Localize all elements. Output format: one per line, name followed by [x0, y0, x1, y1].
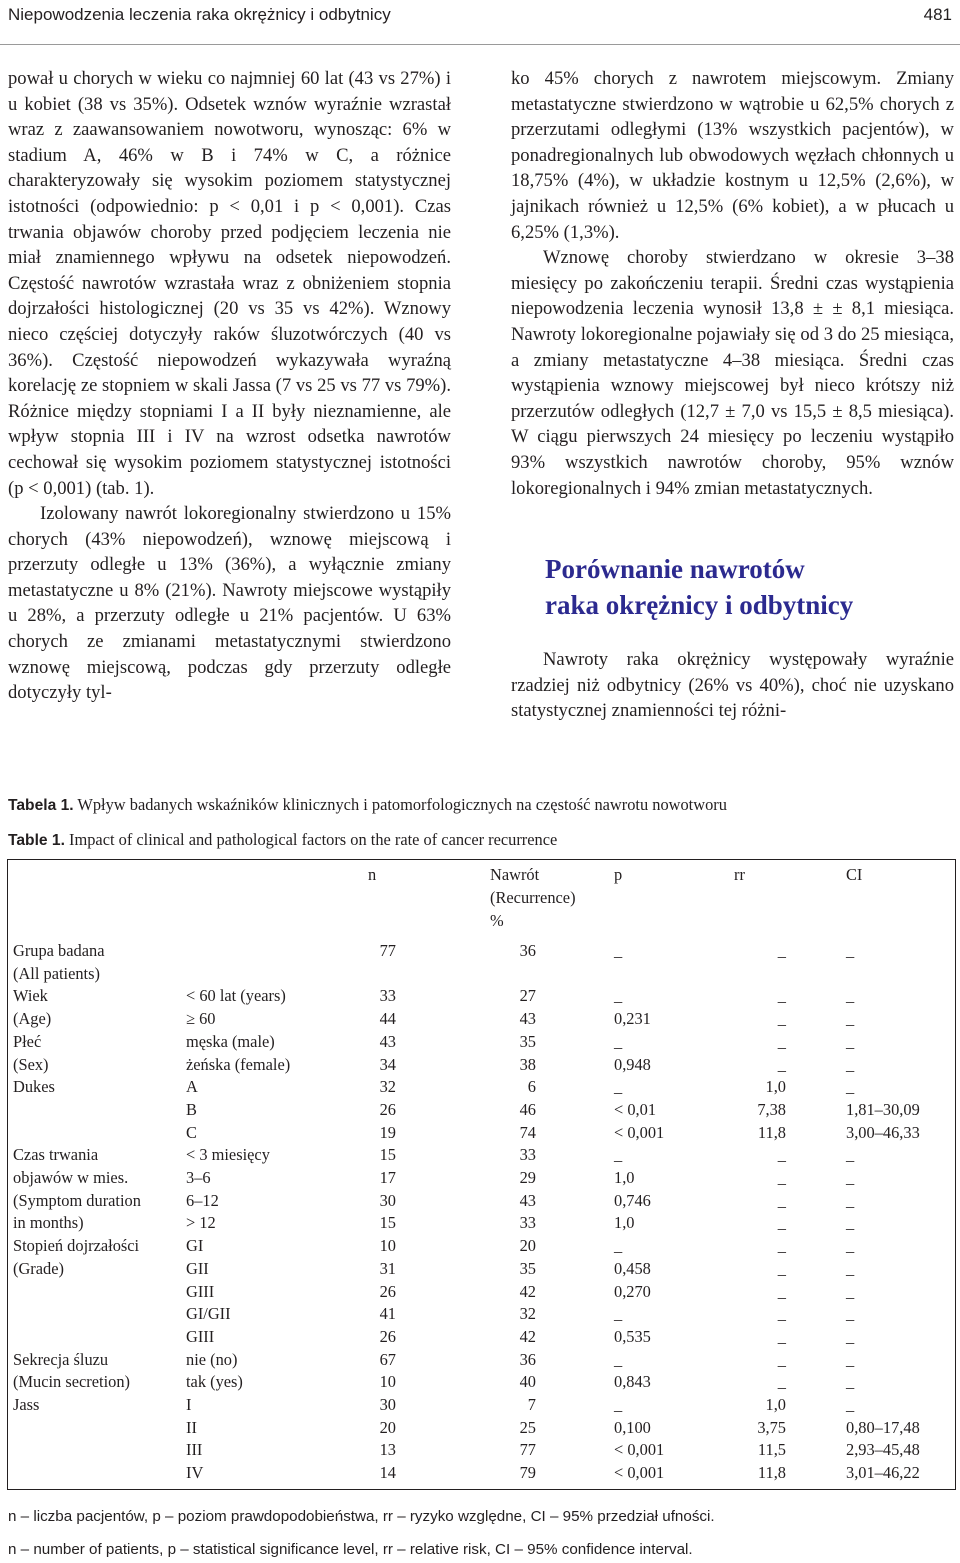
table-cell-p: _	[614, 1145, 623, 1165]
table-cell-subgroup: < 60 lat (years)	[186, 986, 286, 1006]
footnote-en: n – number of patients, p – statistical significance level, rr – relative risk, CI – 95% confidence interval.	[8, 1541, 693, 1558]
table-caption-pl-label: Tabela 1.	[8, 797, 74, 814]
table-cell-recurrence: 35	[519, 1258, 536, 1278]
table-cell-n: 30	[379, 1395, 396, 1414]
table-cell-rr: _	[777, 1304, 786, 1324]
table-cell-factor: Dukes	[13, 1077, 55, 1097]
table-cell-n: 26	[379, 1099, 396, 1119]
table-cell-factor: Jass	[13, 1395, 40, 1414]
table-cell-n: 34	[379, 1054, 396, 1074]
table-cell-rr: 11,8	[757, 1463, 786, 1483]
table-cell-n: 20	[379, 1417, 396, 1437]
table-cell-ci: _	[846, 1349, 855, 1369]
table-cell-rr: 3,75	[757, 1417, 786, 1437]
table-cell-subgroup: GIII	[186, 1281, 215, 1301]
table-cell-n: 30	[379, 1190, 396, 1210]
table-cell-factor: Wiek	[13, 986, 48, 1006]
table-cell-factor: Sekrecja śluzu	[13, 1349, 109, 1369]
header-recurrence-line-1: Nawrót	[490, 865, 540, 884]
table-cell-p: _	[614, 986, 623, 1006]
table-caption-pl	[8, 795, 727, 815]
table-cell-p: 0,231	[614, 1009, 651, 1029]
table-cell-recurrence: 33	[519, 1145, 536, 1165]
table-cell-factor: (Sex)	[13, 1054, 49, 1074]
table-cell-recurrence: 77	[519, 1440, 536, 1460]
table-cell-recurrence: 27	[519, 986, 536, 1006]
table-cell-subgroup: IV	[186, 1463, 204, 1483]
table-cell-subgroup: nie (no)	[186, 1349, 238, 1369]
footnote-pl: n – liczba pacjentów, p – poziom prawdopodobieństwa, rr – ryzyko względne, CI – 95% przedział ufności.	[8, 1508, 715, 1525]
table-cell-ci: _	[846, 1281, 855, 1301]
table-caption-en-text: Impact of clinical and pathological factors on the rate of cancer recurrence	[64, 830, 558, 849]
table-cell-rr: _	[777, 986, 786, 1006]
table-cell-rr: _	[777, 1236, 786, 1256]
table-cell-p: _	[614, 1395, 623, 1414]
table-cell-ci: _	[846, 1304, 855, 1324]
header-recurrence-line-2: (Recurrence)	[490, 888, 576, 907]
table-cell-p: 1,0	[614, 1213, 635, 1233]
table-cell-recurrence: 20	[519, 1236, 536, 1256]
table-cell-ci: _	[846, 1236, 855, 1256]
table-cell-rr: _	[777, 1031, 786, 1051]
table-cell-recurrence: 43	[519, 1009, 536, 1029]
table-cell-rr: 1,0	[765, 1395, 786, 1414]
table-cell-factor: Czas trwania	[13, 1145, 99, 1165]
table-cell-ci: _	[846, 1009, 855, 1029]
table-cell-subgroup: ≥ 60	[186, 1009, 216, 1029]
table-cell-subgroup: A	[186, 1077, 198, 1097]
table-cell-rr: _	[777, 941, 786, 960]
left-paragraph-2: Izolowany nawrót lokoregionalny stwierdzono u 15% chorych (43% niepowodzeń), wznowę miejscową i przerzuty odległe u 13% (36%), a wyłącznie zmiany metastatyczne u 8% (21%). Nawroty miejscowe wystąpiły u 28%, a przerzuty odległe u 21% pacjentów. U 63% chorych ze zmianami metastatycznymi stwierdzono wznowę miejscową, podczas gdy przerzuty odległe dotyczyły tyl-	[8, 503, 451, 704]
table-cell-p: < 0,01	[614, 1099, 657, 1119]
section-heading-line-1: Porównanie nawrotów	[545, 554, 805, 585]
table-cell-subgroup: GI	[186, 1236, 204, 1256]
table-cell-n: 41	[379, 1304, 396, 1324]
table-cell-subgroup: GI/GII	[186, 1304, 231, 1324]
table-cell-recurrence: 46	[519, 1099, 536, 1119]
table-cell-ci: _	[846, 1054, 855, 1074]
section-heading	[545, 551, 954, 623]
table-cell-rr: _	[777, 1349, 786, 1369]
table-cell-subgroup: II	[186, 1417, 197, 1437]
left-paragraph-1: pował u chorych w wieku co najmniej 60 lat (43 vs 27%) i u kobiet (38 vs 35%). Odsetek wznów wyraźnie wzrastał wraz z zaawansowaniem nowotworu, wynosząc: 6% w stadium A, 46% w B i 74% w C, a różnice charakteryzowały się wysokim poziomem statystycznej istotności (odpowiednio: p < 0,01 i p < 0,001). Czas trwania objawów choroby przed podjęciem leczenia nie miał znamiennego wpływu na odsetek niepowodzeń. Częstość nawrotów wzrastała wraz z obniżeniem stopnia dojrzałości histologicznej (20 vs 35 vs 42%). Wznowy nieco częściej dotyczyły raków śluzotwórczych (40 vs 36%). Częstość niepowodzeń wykazywała wyraźną korelację ze stopniem w skali Jassa (7 vs 25 vs 77 vs 79%). Różnice między stopniami I a II były nieznamienne, ale wpływ stopnia III i IV na wzrost odsetka nawrotów cechował się wysokim poziomem statystycznej istotności (p < 0,001) (tab. 1).	[8, 68, 451, 499]
table-cell-rr: _	[777, 1326, 786, 1346]
header-recurrence-line-3: %	[490, 911, 504, 930]
table-cell-subgroup: I	[186, 1395, 192, 1414]
table-cell-ci: _	[846, 941, 855, 960]
table-cell-n: 33	[379, 986, 396, 1006]
table-cell-n: 31	[379, 1258, 396, 1278]
table-cell-recurrence: 25	[519, 1417, 536, 1437]
table-cell-rr: _	[777, 1009, 786, 1029]
recurrence-table	[7, 859, 956, 1490]
table-cell-subgroup: III	[186, 1440, 203, 1460]
right-paragraph-2: Wznowę choroby stwierdzano w okresie 3–38 miesięcy po zakończeniu terapii. Średni czas wystąpienia niepowodzenia leczenia wynosił 13,8 ± ± 8,1 miesiąca. Nawroty lokoregionalne pojawiały się od 3 do 25 miesiąca, a zmiany metastatyczne 4–38 miesiąca. Średni czas wystąpienia wznowy miejscowej był nieco krótszy niż przerzutów odległych (12,7 ± 7,0 vs 15,5 ± 8,5 miesiąca). W ciągu pierwszych 24 miesięcy po leczeniu wystąpiło 93% wszystkich nawrotów choroby, 95% wznów lokoregionalnych i 94% zmian metastatycznych.	[511, 247, 954, 499]
table-cell-p: _	[614, 1077, 623, 1097]
header-ci: CI	[846, 865, 863, 884]
table-cell-rr: _	[777, 1190, 786, 1210]
table-cell-n: 26	[379, 1281, 396, 1301]
table-cell-p: 0,535	[614, 1326, 651, 1346]
table-cell-recurrence: 42	[519, 1326, 536, 1346]
table-cell-factor: (Symptom duration	[13, 1190, 141, 1210]
table-cell-p: < 0,001	[614, 1440, 665, 1460]
table-cell-n: 67	[379, 1349, 396, 1369]
table-cell-ci: _	[846, 1326, 855, 1346]
table-cell-factor: Grupa badana	[13, 941, 105, 960]
right-column	[511, 66, 954, 724]
table-cell-ci: _	[846, 1213, 855, 1233]
table-cell-n: 15	[379, 1213, 396, 1233]
table-cell-subgroup: żeńska (female)	[186, 1054, 291, 1074]
running-header	[0, 0, 960, 45]
table-cell-subgroup: 3–6	[186, 1168, 211, 1187]
table-cell-p: _	[614, 1349, 623, 1369]
header-rr: rr	[734, 865, 745, 884]
table-cell-subgroup: GII	[186, 1258, 209, 1278]
table-cell-p: < 0,001	[614, 1122, 665, 1142]
table-cell-n: 14	[379, 1463, 396, 1483]
table-caption-pl-text: Wpływ badanych wskaźników klinicznych i patomorfologicznych na częstość nawrotu nowotworu	[73, 795, 727, 814]
table-cell-factor: (Grade)	[13, 1258, 64, 1278]
section-heading-line-2: raka okrężnicy i odbytnicy	[545, 590, 854, 621]
table-cell-ci: _	[846, 1168, 855, 1187]
table-cell-rr: 11,5	[757, 1440, 786, 1460]
table-cell-rr: 7,38	[757, 1099, 786, 1119]
table-cell-ci: _	[846, 1258, 855, 1278]
table-cell-recurrence: 40	[519, 1372, 536, 1392]
table-cell-subgroup: > 12	[186, 1213, 216, 1233]
table-cell-recurrence: 43	[519, 1190, 536, 1210]
table-cell-rr: _	[777, 1372, 786, 1392]
table-cell-recurrence: 74	[519, 1122, 536, 1142]
table-cell-p: < 0,001	[614, 1463, 665, 1483]
table-cell-rr: _	[777, 1168, 786, 1187]
table-cell-factor: (All patients)	[13, 963, 100, 983]
page-number: 481	[923, 5, 952, 24]
table-cell-factor: (Mucin secretion)	[13, 1372, 130, 1392]
table-cell-ci: _	[846, 1395, 855, 1414]
table-cell-recurrence: 33	[519, 1213, 536, 1233]
table-cell-ci: _	[846, 1145, 855, 1165]
right-paragraph-1: ko 45% chorych z nawrotem miejscowym. Zmiany metastatyczne stwierdzono w wątrobie u 62,5% chorych z przerzutami odległymi (13% wszystkich pacjentów), w ponadregionalnych lub obwodowych węzłach chłonnych u 18,75% (4%), w układzie kostnym u 12,5% (2,6%), w jajnikach również u 12,5% (6% kobiet), a w płucach u 6,25% (1,3%).	[511, 68, 954, 243]
table-cell-rr: 1,0	[765, 1077, 786, 1097]
table-cell-rr: 11,8	[757, 1122, 786, 1142]
table-cell-p: 0,843	[614, 1372, 651, 1392]
table-caption-en-label: Table 1.	[8, 832, 65, 849]
table-cell-recurrence: 36	[519, 1349, 536, 1369]
table-caption-en	[8, 830, 557, 850]
table-cell-p: 0,746	[614, 1190, 651, 1210]
table-cell-n: 44	[379, 1009, 396, 1029]
table-cell-p: _	[614, 1236, 623, 1256]
table-cell-p: 0,948	[614, 1054, 651, 1074]
table-cell-recurrence: 35	[519, 1031, 536, 1051]
table-cell-factor: objawów w mies.	[13, 1168, 129, 1187]
table-cell-factor: (Age)	[13, 1009, 52, 1029]
table-cell-ci: 3,00–46,33	[846, 1122, 920, 1142]
right-paragraph-3: Nawroty raka okrężnicy występowały wyraźnie rzadziej niż odbytnicy (26% vs 40%), choć nie uzyskano statystycznej znamienności tej różni-	[511, 649, 954, 722]
table-cell-subgroup: męska (male)	[186, 1031, 275, 1051]
table-cell-recurrence: 7	[527, 1395, 536, 1414]
table-cell-recurrence: 79	[519, 1463, 536, 1483]
table-cell-p: 1,0	[614, 1168, 635, 1187]
table-cell-n: 77	[379, 941, 396, 960]
table-cell-recurrence: 32	[519, 1304, 536, 1324]
left-column	[8, 66, 451, 706]
table-cell-recurrence: 38	[519, 1054, 536, 1074]
table-cell-n: 13	[379, 1440, 396, 1460]
table-cell-recurrence: 42	[519, 1281, 536, 1301]
table-cell-subgroup: tak (yes)	[186, 1372, 243, 1392]
table-cell-ci: 0,80–17,48	[846, 1417, 920, 1437]
table-cell-n: 10	[379, 1372, 396, 1392]
table-cell-p: _	[614, 1304, 623, 1324]
table-cell-ci: _	[846, 1077, 855, 1097]
table-cell-n: 32	[379, 1077, 396, 1097]
table-cell-ci: 2,93–45,48	[846, 1440, 920, 1460]
table-cell-factor: in months)	[13, 1213, 84, 1233]
table-cell-rr: _	[777, 1054, 786, 1074]
table-cell-n: 43	[379, 1031, 396, 1051]
table-cell-p: 0,270	[614, 1281, 651, 1301]
table-cell-recurrence: 29	[519, 1168, 536, 1187]
table-cell-subgroup: C	[186, 1122, 197, 1142]
table-cell-p: _	[614, 941, 623, 960]
table-cell-n: 26	[379, 1326, 396, 1346]
table-cell-rr: _	[777, 1258, 786, 1278]
table-cell-subgroup: 6–12	[186, 1190, 219, 1210]
running-title: Niepowodzenia leczenia raka okrężnicy i odbytnicy	[8, 5, 391, 24]
table-cell-rr: _	[777, 1213, 786, 1233]
table-cell-ci: 3,01–46,22	[846, 1463, 920, 1483]
table-cell-rr: _	[777, 1281, 786, 1301]
table-cell-n: 10	[379, 1236, 396, 1256]
table-cell-recurrence: 6	[527, 1077, 536, 1097]
table-cell-p: _	[614, 1031, 623, 1051]
header-n: n	[368, 865, 377, 884]
table-cell-ci: _	[846, 1372, 855, 1392]
table-cell-subgroup: GIII	[186, 1326, 215, 1346]
header-p: p	[614, 865, 623, 884]
table-cell-ci: 1,81–30,09	[846, 1099, 920, 1119]
table-cell-ci: _	[846, 986, 855, 1006]
table-cell-subgroup: B	[186, 1099, 197, 1119]
table-cell-n: 15	[379, 1145, 396, 1165]
table-cell-rr: _	[777, 1145, 786, 1165]
table-cell-n: 19	[379, 1122, 396, 1142]
table-cell-recurrence: 36	[519, 941, 536, 960]
table-cell-subgroup: < 3 miesięcy	[186, 1145, 270, 1165]
table-cell-p: 0,100	[614, 1417, 651, 1437]
table-cell-factor: Płeć	[13, 1031, 42, 1051]
table-cell-p: 0,458	[614, 1258, 651, 1278]
table-cell-n: 17	[379, 1168, 396, 1187]
table-cell-ci: _	[846, 1031, 855, 1051]
table-cell-factor: Stopień dojrzałości	[13, 1236, 140, 1256]
table-cell-ci: _	[846, 1190, 855, 1210]
